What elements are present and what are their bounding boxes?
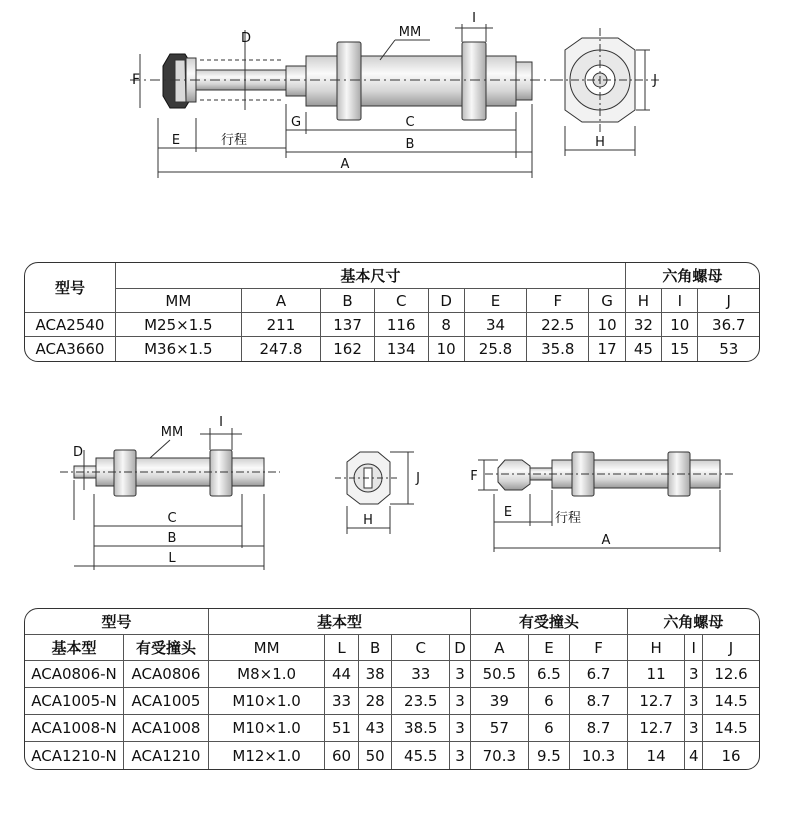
hex-nut	[462, 42, 486, 120]
column-header: F	[527, 289, 589, 313]
table-cell: 11	[628, 661, 686, 688]
table-cell-basic-model: ACA0806-N	[25, 661, 124, 688]
hex-nut	[337, 42, 361, 120]
table-row	[25, 337, 759, 361]
table-cell: 211	[242, 313, 322, 337]
column-header: G	[589, 289, 625, 313]
column-header: I	[662, 289, 698, 313]
dim-label-B: B	[167, 531, 177, 546]
dim-label-H: H	[595, 135, 605, 150]
column-header: H	[626, 289, 662, 313]
column-header: H	[628, 635, 686, 661]
table-cell: 6	[529, 715, 571, 742]
dim-label-I: I	[219, 415, 223, 430]
table-cell-cap-model: ACA1005	[124, 688, 209, 715]
table-row	[25, 715, 759, 742]
dim-label-G: G	[290, 115, 302, 130]
rubber-cap	[163, 54, 196, 108]
table-row	[25, 313, 759, 337]
column-header: D	[450, 635, 471, 661]
table2-basic-type-header: 基本型	[209, 609, 471, 635]
table-cell: 3	[450, 688, 471, 715]
table-cell: 16	[721, 746, 741, 765]
table-cell: 34	[465, 313, 527, 337]
dim-label-C: C	[167, 511, 177, 526]
table2-cap-type-header: 有受撞头	[471, 609, 628, 635]
table-cell: 50.5	[471, 661, 529, 688]
basic-type-view	[60, 450, 280, 496]
table-cell: M12×1.0	[209, 742, 325, 769]
table-cell-model: ACA2540	[25, 313, 116, 337]
dim-label-E: E	[171, 133, 181, 148]
column-header: C	[392, 635, 450, 661]
table-cell: 25.8	[465, 337, 527, 361]
table-cell: 137	[321, 313, 375, 337]
column-header: A	[471, 635, 529, 661]
table-cell-basic-model: ACA1005-N	[25, 688, 124, 715]
dim-label-J: J	[653, 73, 657, 88]
table-cell: 12.7	[628, 715, 686, 742]
table-cell: 3	[685, 715, 703, 742]
table-cell: 6.5	[529, 661, 571, 688]
dim-label-E: E	[503, 505, 513, 520]
dim-label-C: C	[405, 115, 415, 130]
table-cell: 33	[325, 688, 359, 715]
table-cell: 51	[325, 715, 359, 742]
table-cell: 53	[719, 340, 739, 358]
table-cell: 14.5	[703, 688, 759, 715]
column-header: J	[703, 635, 759, 661]
column-header: A	[242, 289, 322, 313]
table-cell: 162	[321, 337, 375, 361]
cap-type-view	[485, 452, 735, 496]
table-cell: M8×1.0	[209, 661, 325, 688]
table-cell: 33	[392, 661, 450, 688]
column-header: I	[685, 635, 703, 661]
table-cell: M25×1.5	[116, 313, 242, 337]
table2-column-headers	[25, 635, 759, 661]
table-cell: 8.7	[570, 715, 628, 742]
column-header: B	[359, 635, 393, 661]
dim-label-stroke: 行程	[220, 133, 248, 148]
table-cell-cap-model: ACA1210	[124, 742, 209, 769]
dim-label-A: A	[340, 157, 350, 172]
table-cell: 43	[359, 715, 393, 742]
column-header: B	[321, 289, 375, 313]
table-cell: 45.5	[392, 742, 450, 769]
table-cell: M36×1.5	[116, 337, 242, 361]
table-cell: 28	[359, 688, 393, 715]
dim-label-L: L	[168, 551, 176, 566]
column-header: F	[570, 635, 628, 661]
table-cell: 35.8	[527, 337, 589, 361]
dim-label-MM: MM	[398, 25, 422, 40]
table1-basic-header: 基本尺寸	[116, 263, 626, 289]
table-cell: 4	[685, 742, 703, 769]
column-header-basic: 基本型	[25, 635, 124, 661]
drawing-shock-absorber-large	[0, 0, 790, 240]
column-header: C	[375, 289, 429, 313]
table2-model-header: 型号	[25, 609, 209, 635]
table-cell: 3	[450, 715, 471, 742]
dim-label-H: H	[363, 513, 373, 528]
table-cell: 60	[325, 742, 359, 769]
end-view-hex	[555, 28, 660, 132]
table-cell: 39	[471, 688, 529, 715]
drawing-shock-absorber-small	[0, 410, 790, 590]
dim-label-F: F	[131, 72, 141, 88]
table1-model-header: 型号	[25, 263, 116, 313]
table-cell: 8	[429, 313, 465, 337]
table-cell: M10×1.0	[209, 688, 325, 715]
table-cell: 116	[375, 313, 429, 337]
column-header: J	[698, 289, 759, 313]
table-cell: 3	[685, 661, 703, 688]
table-cell: 9.5	[529, 742, 571, 769]
dim-label-stroke: 行程	[554, 511, 582, 526]
table-cell: 134	[375, 337, 429, 361]
table-cell: 36.7	[698, 313, 759, 337]
dim-label-F: F	[470, 469, 478, 484]
table-cell: 22.5	[527, 313, 589, 337]
dim-label-J: J	[416, 471, 420, 486]
dim-label-I: I	[472, 11, 476, 26]
table-cell-cap-model: ACA1008	[124, 715, 209, 742]
table-cell: 6.7	[570, 661, 628, 688]
table-cell: 15	[662, 337, 698, 361]
table-cell: 3	[450, 661, 471, 688]
spec-table-2	[24, 608, 760, 770]
dim-label-B: B	[405, 137, 415, 152]
column-header-cap: 有受撞头	[124, 635, 209, 661]
table-cell: 247.8	[242, 337, 322, 361]
dim-label-MM: MM	[160, 425, 184, 440]
column-header: MM	[116, 289, 242, 313]
table2-nut-header: 六角螺母	[628, 609, 759, 635]
table-cell-basic-model: ACA1210-N	[25, 742, 124, 769]
table-cell: 38.5	[392, 715, 450, 742]
table1-nut-header: 六角螺母	[626, 263, 759, 289]
table-cell: 12.6	[703, 661, 759, 688]
table-cell: 14.5	[703, 715, 759, 742]
dim-label-A: A	[601, 533, 611, 548]
table-cell-cap-model: ACA0806	[124, 661, 209, 688]
table-cell-basic-model: ACA1008-N	[25, 715, 124, 742]
table-cell: 10	[429, 337, 465, 361]
table-cell: 8.7	[570, 688, 628, 715]
table-cell: 14	[628, 742, 686, 769]
table-cell: M10×1.0	[209, 715, 325, 742]
table-cell: 10	[662, 313, 698, 337]
table-cell: 45	[626, 337, 662, 361]
table-cell-model: ACA3660	[25, 337, 116, 361]
table-cell: 50	[359, 742, 393, 769]
end-view-hex-small	[335, 452, 400, 504]
column-header: D	[429, 289, 465, 313]
table-cell: 6	[529, 688, 571, 715]
column-header: MM	[209, 635, 325, 661]
spec-table-1	[24, 262, 760, 362]
table-cell: 10.3	[570, 742, 628, 769]
table-cell: 23.5	[392, 688, 450, 715]
table-row	[25, 688, 759, 715]
table-cell: 70.3	[471, 742, 529, 769]
table-cell: 44	[325, 661, 359, 688]
table-cell: 12.7	[628, 688, 686, 715]
dim-label-D: D	[72, 445, 84, 460]
column-header: E	[529, 635, 571, 661]
table-cell: 3	[450, 742, 471, 769]
table-cell: 3	[685, 688, 703, 715]
table-cell: 10	[589, 313, 625, 337]
table-row	[25, 742, 759, 769]
dim-label-D: D	[240, 31, 252, 46]
column-header: E	[465, 289, 527, 313]
table-cell: 57	[471, 715, 529, 742]
column-header: L	[325, 635, 359, 661]
table-row	[25, 661, 759, 688]
table-cell: 38	[359, 661, 393, 688]
table-cell: 32	[626, 313, 662, 337]
table1-column-headers	[25, 289, 759, 313]
table-cell: 17	[589, 337, 625, 361]
